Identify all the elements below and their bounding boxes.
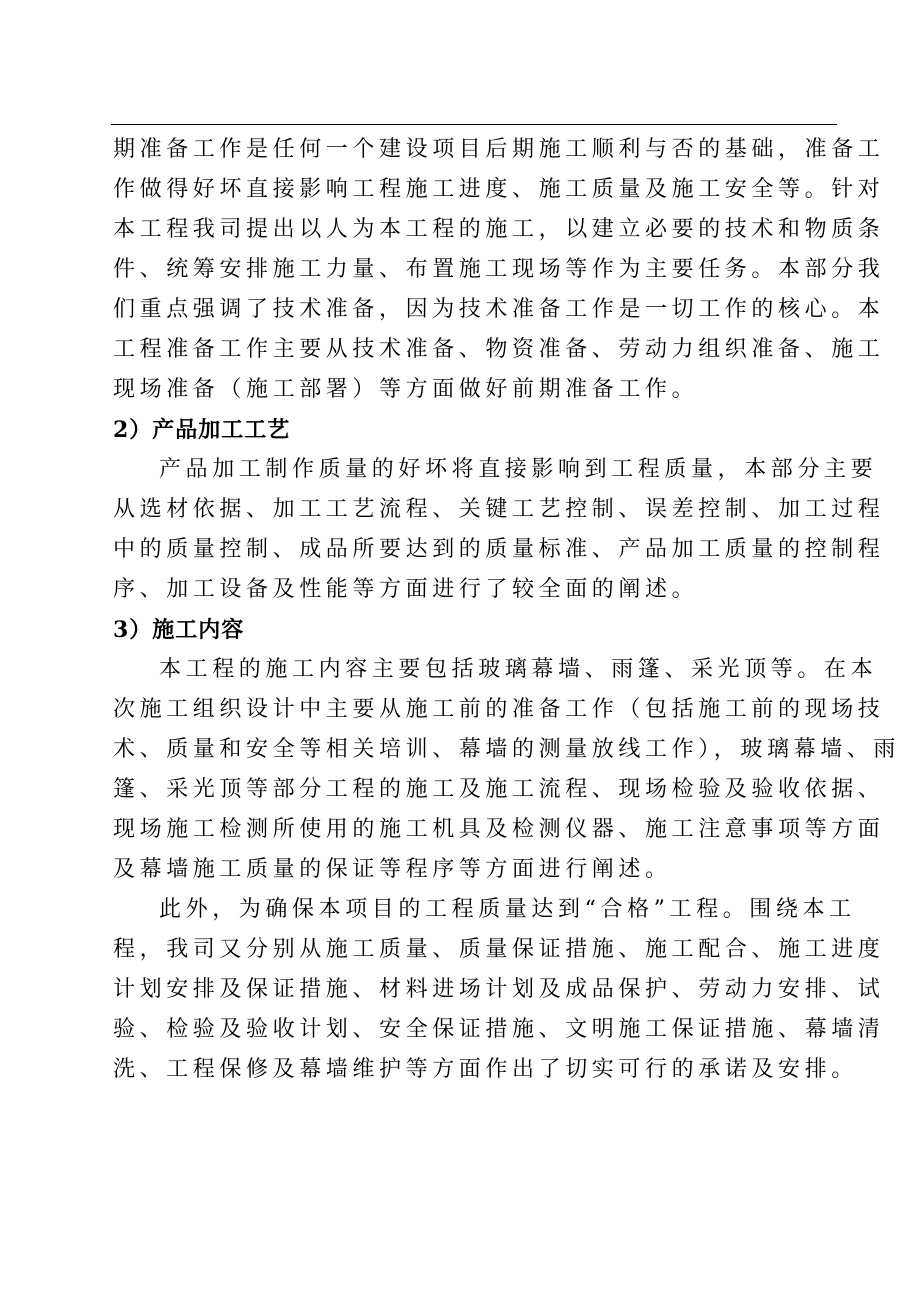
text-line: 期准备工作是任何一个建设项目后期施工顺利与否的基础，准备工 [113,137,885,162]
paragraph-product-processing [113,450,885,610]
text-line: 洗、工程保修及幕墙维护等方面作出了切实可行的承诺及安排。 [113,1057,858,1082]
text-line: 本工程我司提出以人为本工程的施工，以建立必要的技术和物质条 [113,217,885,242]
document-body [113,130,901,1090]
paragraph-quality-assurance [113,890,885,1090]
text-line: 中的质量控制、成品所要达到的质量标准、产品加工质量的控制程 [113,537,885,562]
text-line: 次施工组织设计中主要从施工前的准备工作（包括施工前的现场技 [113,697,885,722]
text-line: 现场施工检测所使用的施工机具及检测仪器、施工注意事项等方面 [113,817,885,842]
header-rule [111,124,837,125]
text-line: 计划安排及保证措施、材料进场计划及成品保护、劳动力安排、试 [113,977,885,1002]
section-heading-construction-content [113,610,837,650]
text-line: 们重点强调了技术准备，因为技术准备工作是一切工作的核心。本 [113,297,885,322]
text-line: 篷、采光顶等部分工程的施工及施工流程、现场检验及验收依据、 [113,777,885,802]
section-heading-product-processing [113,410,837,450]
text-line: 本工程的施工内容主要包括玻璃幕墙、雨篷、采光顶等。在本 [159,657,878,682]
text-line: 验、检验及验收计划、安全保证措施、文明施工保证措施、幕墙清 [113,1017,885,1042]
text-line: 此外，为确保本项目的工程质量达到“合格”工程。围绕本工 [159,897,856,922]
paragraph-construction-content [113,650,901,890]
text-line: 工程准备工作主要从技术准备、物资准备、劳动力组织准备、施工 [113,337,885,362]
text-line: 术、质量和安全等相关培训、幕墙的测量放线工作），玻璃幕墙、雨 [113,737,901,762]
text-line: 及幕墙施工质量的保证等程序等方面进行阐述。 [113,857,672,882]
text-line: 产品加工制作质量的好坏将直接影响到工程质量，本部分主要 [159,457,878,482]
text-line: 作做得好坏直接影响工程施工进度、施工质量及施工安全等。针对 [113,177,885,202]
text-line: 件、统筹安排施工力量、布置施工现场等作为主要任务。本部分我 [113,257,885,282]
text-line: 现场准备（施工部署）等方面做好前期准备工作。 [113,377,699,402]
section-heading: 3）施工内容 [113,617,245,643]
paragraph-preparation-summary [113,130,885,410]
section-heading: 2）产品加工工艺 [113,417,291,443]
text-line: 从选材依据、加工工艺流程、关键工艺控制、误差控制、加工过程 [113,497,885,522]
text-line: 程，我司又分别从施工质量、质量保证措施、施工配合、施工进度 [113,937,885,962]
text-line: 序、加工设备及性能等方面进行了较全面的阐述。 [113,577,699,602]
